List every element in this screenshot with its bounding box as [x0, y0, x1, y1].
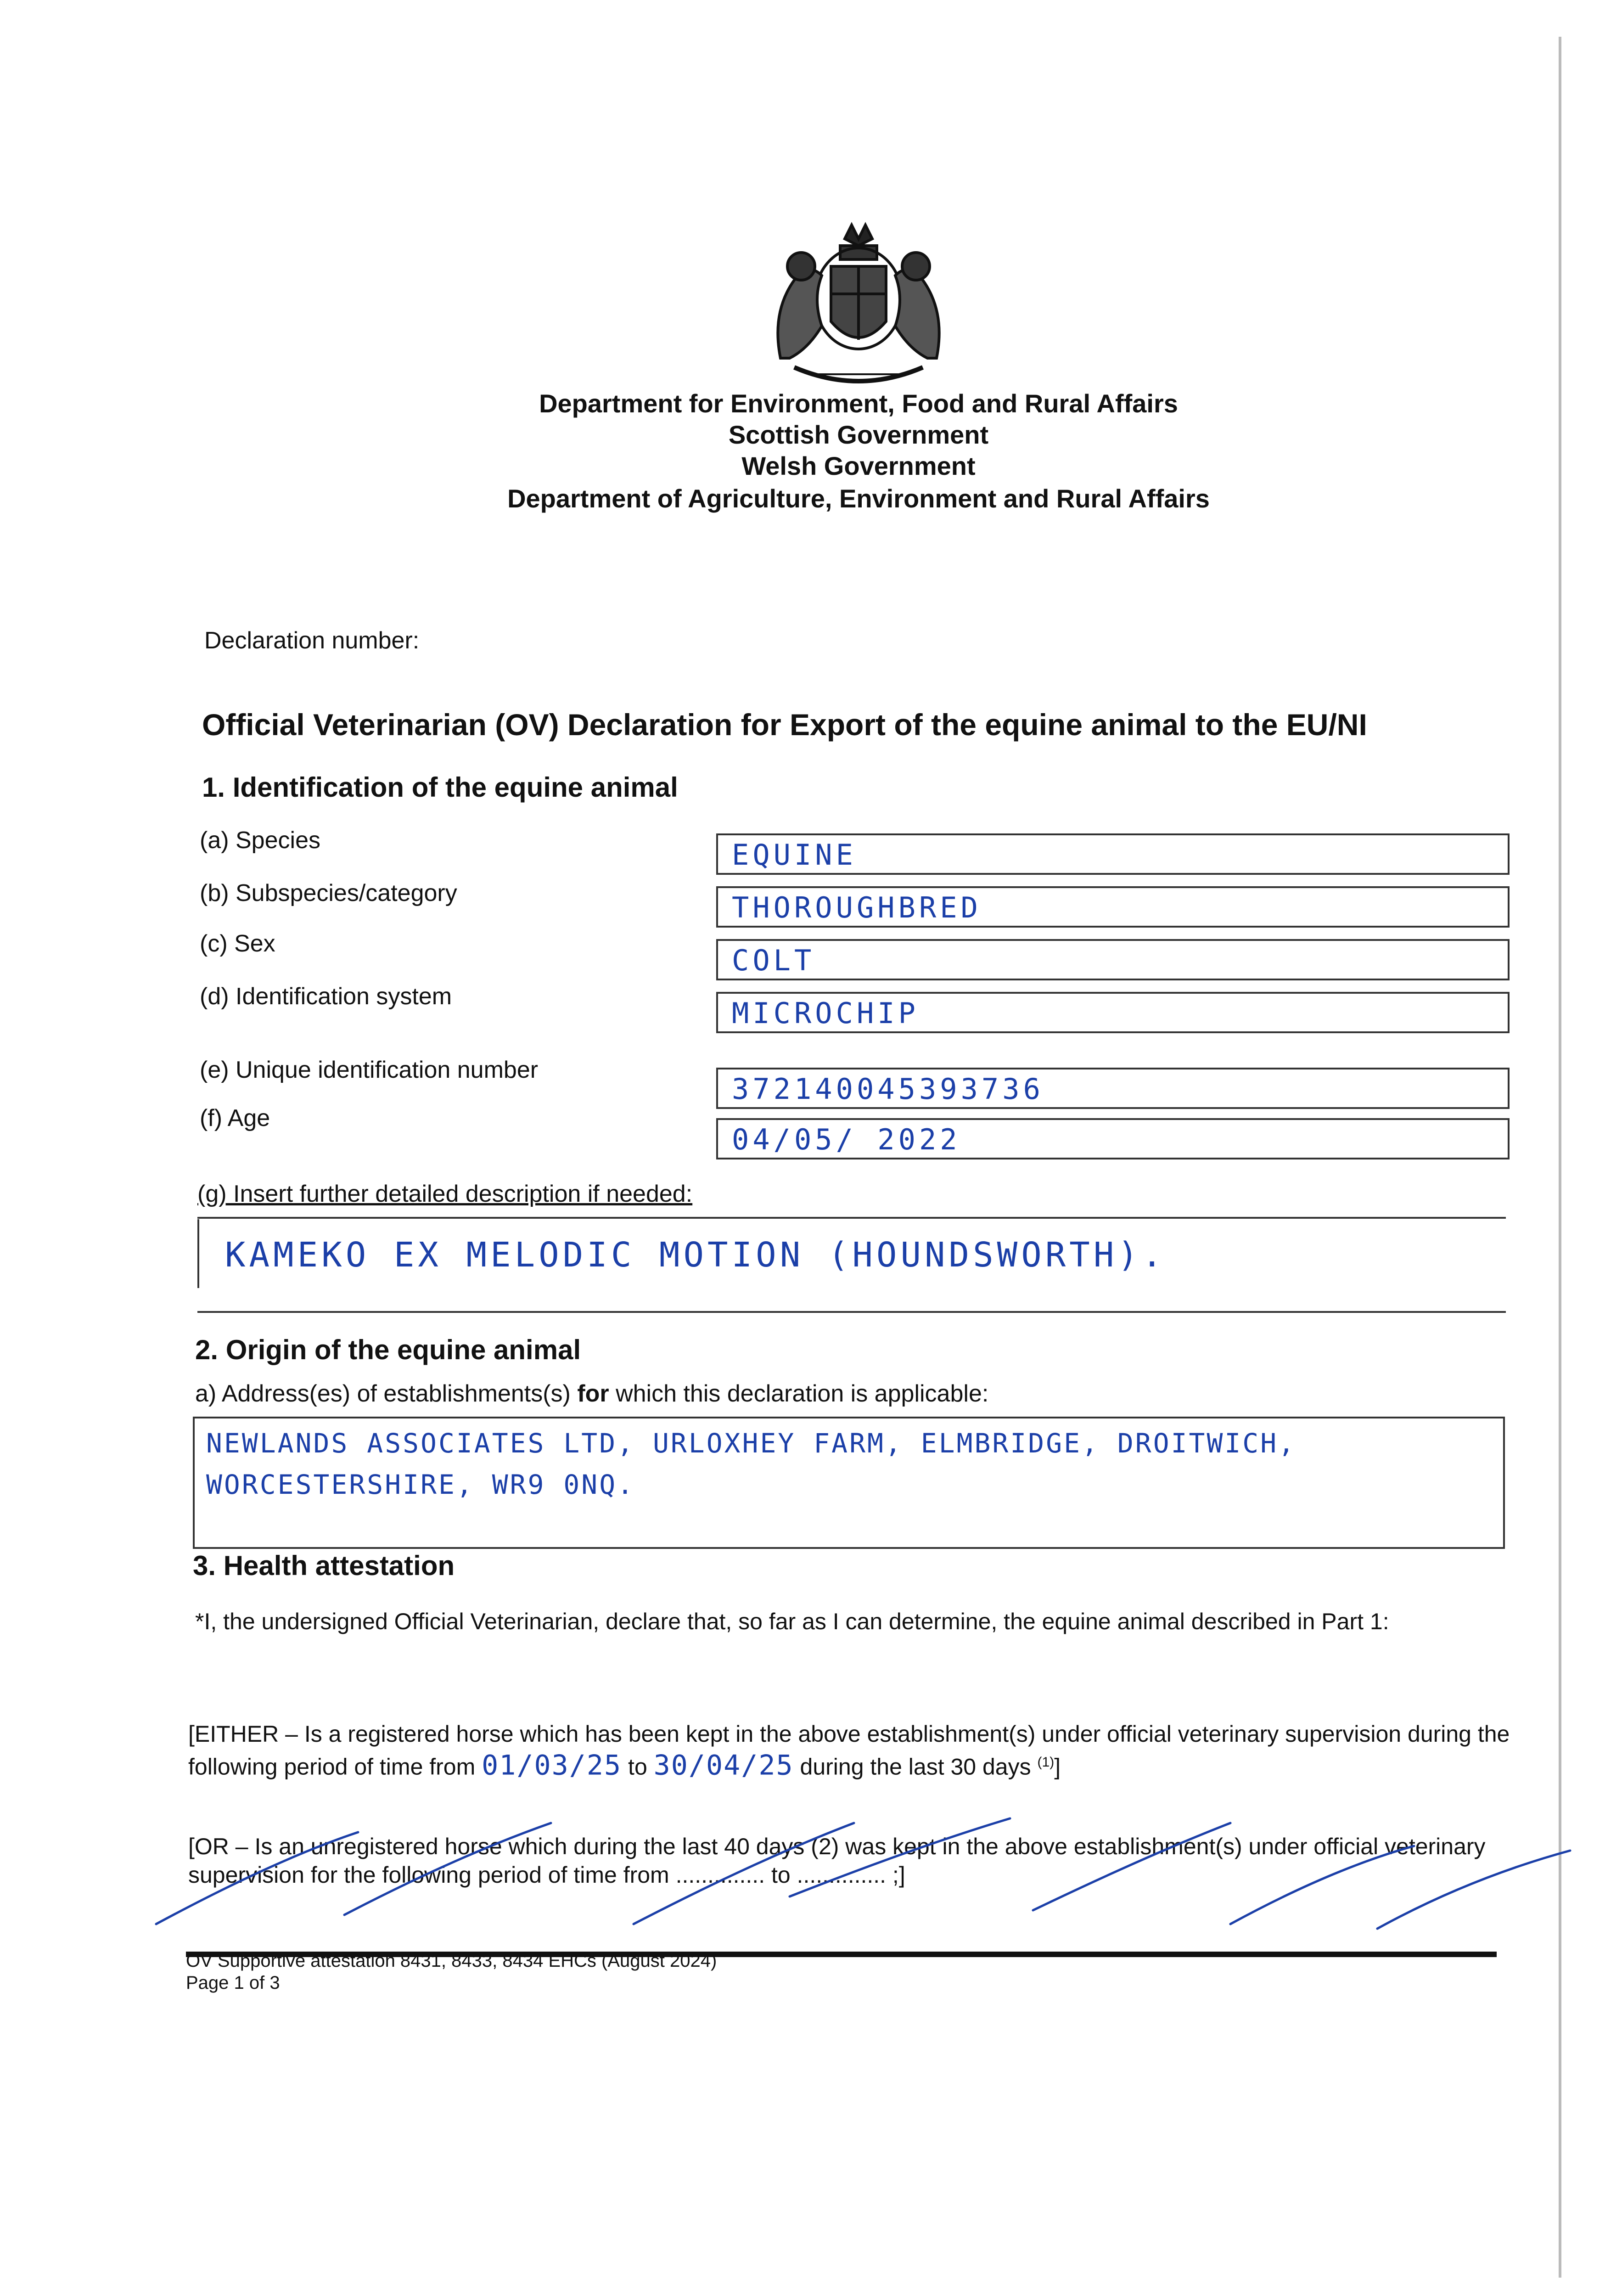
either-footnote-ref: (1)	[1037, 1755, 1055, 1770]
dept-scottish-gov: Scottish Government	[728, 420, 989, 449]
species-field[interactable]	[716, 833, 1510, 875]
further-description-value[interactable]: KAMEKO EX MELODIC MOTION (HOUNDSWORTH).	[225, 1235, 1166, 1275]
unique-id-value: 372140045393736	[732, 1072, 1044, 1106]
address-label-pre: a) Address(es) of establishments(s)	[195, 1380, 578, 1407]
species-label: (a) Species	[200, 827, 320, 854]
dept-daera: Department of Agriculture, Environment and Rural Affairs	[507, 484, 1210, 513]
section3-heading: 3. Health attestation	[193, 1550, 455, 1581]
section2-heading: 2. Origin of the equine animal	[195, 1334, 581, 1365]
further-bottom-rule	[197, 1311, 1506, 1313]
sex-label: (c) Sex	[200, 930, 275, 957]
either-clause-close: ]	[1054, 1754, 1061, 1780]
either-from-date[interactable]: 01/03/25	[482, 1749, 622, 1782]
royal-coat-of-arms-icon	[753, 220, 964, 395]
age-value: 04/05/ 2022	[732, 1123, 961, 1156]
section1-heading: 1. Identification of the equine animal	[202, 772, 678, 803]
unique-id-label: (e) Unique identification number	[200, 1057, 539, 1083]
identification-system-label: (d) Identification system	[200, 983, 452, 1010]
declaration-number-label: Declaration number:	[204, 627, 420, 654]
unique-id-field[interactable]	[716, 1068, 1510, 1109]
subspecies-value: THOROUGHBRED	[732, 891, 982, 924]
subspecies-field[interactable]	[716, 886, 1510, 928]
address-label-post: which this declaration is applicable:	[609, 1380, 989, 1407]
or-clause: [OR – Is an unregistered horse which during the last 40 days (2) was kept in the above establishment(s) under official veterinary supervision for the following period of time from .............. to .............. ;]	[188, 1834, 1486, 1888]
or-clause-strike-lines	[138, 1805, 1579, 1942]
footer-attestation: OV Supportive attestation 8431, 8433, 8434 EHCs (August 2024)	[186, 1951, 717, 1971]
attestation-intro: *I, the undersigned Official Veterinarian, declare that, so far as I can determine, the equine animal described in Part 1:	[195, 1609, 1389, 1634]
either-clause	[188, 1720, 1510, 1781]
further-description-label: (g) Insert further detailed description if needed:	[197, 1181, 693, 1207]
either-to-word: to	[622, 1754, 654, 1780]
dept-welsh-gov: Welsh Government	[741, 451, 976, 480]
address-label	[195, 1380, 988, 1407]
either-clause-end: during the last 30 days	[793, 1754, 1038, 1780]
page-title: Official Veterinarian (OV) Declaration for Export of the equine animal to the EU/NI	[202, 708, 1367, 742]
identification-system-value: MICROCHIP	[732, 996, 919, 1030]
age-field[interactable]	[716, 1118, 1510, 1159]
dept-defra: Department for Environment, Food and Rural Affairs	[539, 389, 1178, 418]
subspecies-label: (b) Subspecies/category	[200, 880, 457, 906]
species-value: EQUINE	[732, 838, 857, 872]
further-left-rule	[197, 1219, 199, 1288]
address-line-2: WORCESTERSHIRE, WR9 0NQ.	[206, 1469, 635, 1500]
address-label-bold: for	[577, 1380, 609, 1407]
age-label: (f) Age	[200, 1105, 270, 1131]
footer-page-number: Page 1 of 3	[186, 1973, 280, 1993]
sex-value: COLT	[732, 944, 815, 977]
identification-system-field[interactable]	[716, 992, 1510, 1033]
address-line-1: NEWLANDS ASSOCIATES LTD, URLOXHEY FARM, ELMBRIDGE, DROITWICH,	[206, 1428, 1296, 1459]
address-field[interactable]	[193, 1417, 1505, 1549]
either-to-date[interactable]: 30/04/25	[653, 1749, 794, 1782]
either-clause-text: [EITHER – Is a registered horse which has been kept in the above establishment(s) under official veterinary supervision during the following period of time from	[188, 1721, 1510, 1780]
sex-field[interactable]	[716, 939, 1510, 980]
further-top-rule	[197, 1217, 1506, 1219]
